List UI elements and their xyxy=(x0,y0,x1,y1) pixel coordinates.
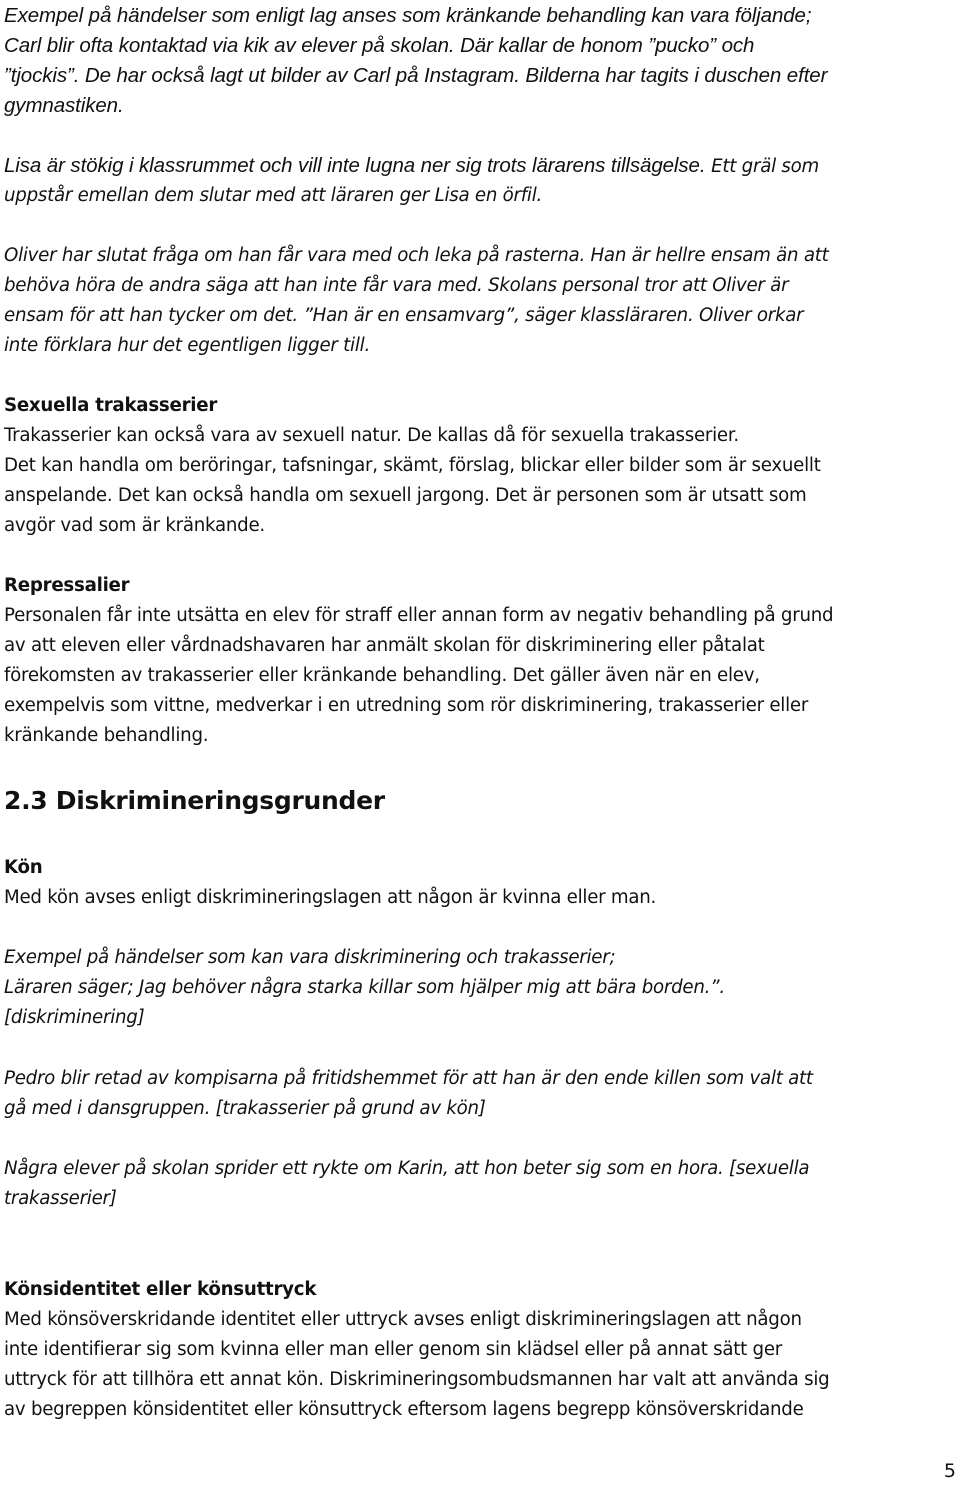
example-lisa-line-1b: Ett gräl som xyxy=(711,156,819,177)
examples-intro-line-1: Exempel på händelser som enligt lag anses som kränkande behandling kan vara följande; xyxy=(4,4,812,27)
examples-intro-line-2: Carl blir ofta kontaktad via kik av elever på skolan. Där kallar de honom ”pucko” och xyxy=(4,34,755,57)
example-lisa-line-2: uppstår emellan dem slutar med att läraren ger Lisa en örfil. xyxy=(4,185,543,206)
gender-identity-line-3: uttryck för att tillhöra ett annat kön. Diskrimineringsombudsmannen har valt att använda sig xyxy=(4,1369,830,1390)
examples-intro-line-4: gymnastiken. xyxy=(4,94,124,117)
sexual-harassment-line-3: anspelande. Det kan också handla om sexuell jargong. Det är personen som är utsatt som xyxy=(4,485,807,506)
example-oliver-line-3: ensam för att han tycker om det. ”Han är en ensamvarg”, säger klassläraren. Oliver orkar xyxy=(4,305,804,326)
gender-example-3-line-1: Några elever på skolan sprider ett rykte om Karin, att hon beter sig som en hora. [sexuella xyxy=(4,1158,810,1179)
reprisals-line-5: kränkande behandling. xyxy=(4,725,209,746)
example-oliver-line-2: behöva höra de andra säga att han inte får vara med. Skolans personal tror att Oliver är xyxy=(4,275,789,296)
reprisals-line-1: Personalen får inte utsätta en elev för straff eller annan form av negativ behandling på grund xyxy=(4,605,834,626)
gender-example-1-line-1: Exempel på händelser som kan vara diskriminering och trakasserier; xyxy=(4,947,616,968)
gender-definition: Med kön avses enligt diskrimineringslagen att någon är kvinna eller man. xyxy=(4,887,657,908)
gender-identity-line-1: Med könsöverskridande identitet eller uttryck avses enligt diskrimineringslagen att någon xyxy=(4,1309,802,1330)
example-oliver-line-1: Oliver har slutat fråga om han får vara med och leka på rasterna. Han är hellre ensam än att xyxy=(4,245,829,266)
example-lisa-line-1 xyxy=(4,151,819,182)
reprisals-title: Repressalier xyxy=(4,575,130,596)
sexual-harassment-line-4: avgör vad som är kränkande. xyxy=(4,515,265,536)
gender-identity-line-2: inte identifierar sig som kvinna eller man eller genom sin klädsel eller på annat sätt ger xyxy=(4,1339,782,1360)
reprisals-line-4: exempelvis som vittne, medverkar i en utredning som rör diskriminering, trakasserier eller xyxy=(4,695,809,716)
section-heading: 2.3 Diskrimineringsgrunder xyxy=(4,786,385,815)
gender-title: Kön xyxy=(4,857,43,878)
reprisals-line-3: förekomsten av trakasserier eller kränkande behandling. Det gäller även när en elev, xyxy=(4,665,760,686)
sexual-harassment-line-2: Det kan handla om beröringar, tafsningar, skämt, förslag, blickar eller bilder som är sexuellt xyxy=(4,455,821,476)
sexual-harassment-title: Sexuella trakasserier xyxy=(4,395,218,416)
gender-identity-line-4: av begreppen könsidentitet eller könsuttryck eftersom lagens begrepp könsöverskridande xyxy=(4,1399,804,1420)
example-oliver-line-4: inte förklara hur det egentligen ligger till. xyxy=(4,335,370,356)
gender-identity-title: Könsidentitet eller könsuttryck xyxy=(4,1279,317,1300)
gender-example-1-line-3: [diskriminering] xyxy=(4,1007,145,1028)
example-lisa-line-1a: Lisa är stökig i klassrummet och vill inte lugna ner sig trots lärarens tillsägelse. xyxy=(4,154,706,177)
gender-example-1-line-2: Läraren säger; Jag behöver några starka killar som hjälper mig att bära borden.”. xyxy=(4,977,725,998)
gender-example-3-line-2: trakasserier] xyxy=(4,1188,117,1209)
reprisals-line-2: av att eleven eller vårdnadshavaren har anmält skolan för diskriminering eller påtalat xyxy=(4,635,765,656)
sexual-harassment-line-1: Trakasserier kan också vara av sexuell natur. De kallas då för sexuella trakasserier. xyxy=(4,425,739,446)
examples-intro-line-3: ”tjockis”. De har också lagt ut bilder av Carl på Instagram. Bilderna har tagits i duschen efter xyxy=(4,64,828,87)
gender-example-2-line-2: gå med i dansgruppen. [trakasserier på grund av kön] xyxy=(4,1098,486,1119)
page-number: 5 xyxy=(943,1460,956,1482)
gender-example-2-line-1: Pedro blir retad av kompisarna på fritidshemmet för att han är den ende killen som valt att xyxy=(4,1068,813,1089)
